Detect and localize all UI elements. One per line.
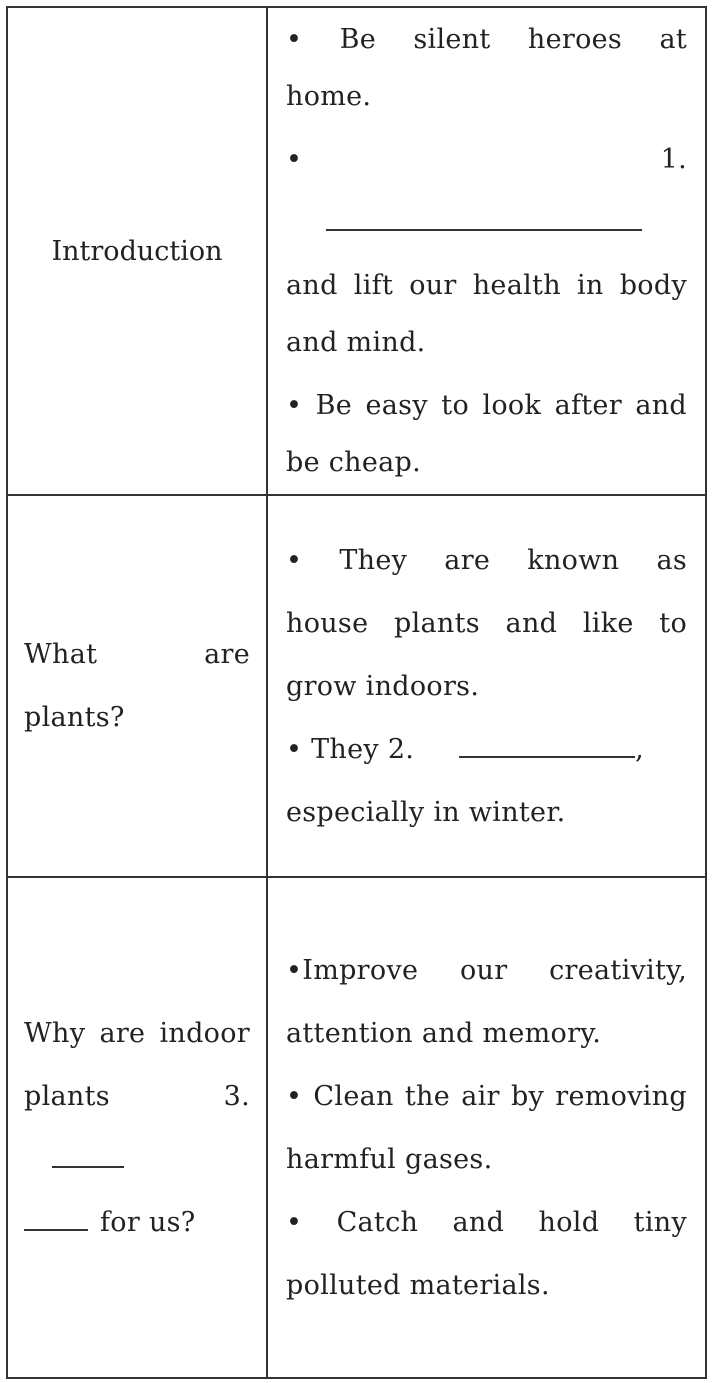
table-row bbox=[8, 496, 705, 878]
answer-blank-2[interactable] bbox=[459, 755, 635, 758]
row-heading-line: What are bbox=[24, 639, 250, 670]
content-line: harmful gases. bbox=[286, 1143, 493, 1175]
row-heading-line: for us? bbox=[100, 1206, 196, 1238]
table-row bbox=[8, 8, 705, 496]
content-line: and lift our health in body bbox=[286, 270, 687, 301]
row-heading-line-with-blank bbox=[24, 1065, 250, 1191]
answer-blank-3a[interactable] bbox=[52, 1165, 124, 1168]
content-line: polluted materials. bbox=[286, 1269, 550, 1301]
row-heading-line-with-blank bbox=[24, 1191, 250, 1254]
content-line: be cheap. bbox=[286, 447, 421, 478]
blank-label: plants 3. bbox=[24, 1080, 250, 1112]
content-line-with-blank bbox=[286, 718, 687, 781]
content-line: house plants and like to bbox=[286, 607, 687, 639]
row-heading bbox=[8, 8, 268, 494]
blank-trailing-comma: , bbox=[635, 733, 644, 765]
row-heading-line: plants? bbox=[24, 702, 125, 733]
content-line: and mind. bbox=[286, 327, 426, 358]
row-heading bbox=[8, 496, 268, 876]
content-line: especially in winter. bbox=[286, 796, 566, 828]
row-heading-line: Why are indoor bbox=[24, 1017, 250, 1049]
content-line: attention and memory. bbox=[286, 1017, 602, 1049]
row-content bbox=[268, 496, 705, 876]
content-line: grow indoors. bbox=[286, 670, 480, 702]
content-table bbox=[6, 6, 707, 1379]
content-line: • Catch and hold tiny bbox=[286, 1206, 687, 1238]
blank-label: • 1. bbox=[286, 144, 687, 175]
content-line: • Be easy to look after and bbox=[286, 390, 687, 421]
row-content bbox=[268, 878, 705, 1377]
content-line: • Clean the air by removing bbox=[286, 1080, 687, 1112]
content-line: • They are known as bbox=[286, 544, 687, 576]
row-heading bbox=[8, 878, 268, 1377]
row-content bbox=[268, 8, 705, 494]
table-row bbox=[8, 878, 705, 1377]
content-line-with-blank bbox=[286, 128, 687, 254]
answer-blank-1[interactable] bbox=[326, 228, 642, 231]
content-line: • Be silent heroes at bbox=[286, 24, 687, 55]
content-line: home. bbox=[286, 81, 372, 112]
blank-label: • They 2. bbox=[286, 733, 415, 765]
answer-blank-3b[interactable] bbox=[24, 1228, 88, 1231]
content-line: •Improve our creativity, bbox=[286, 954, 687, 986]
row-heading-text: Introduction bbox=[51, 235, 223, 267]
